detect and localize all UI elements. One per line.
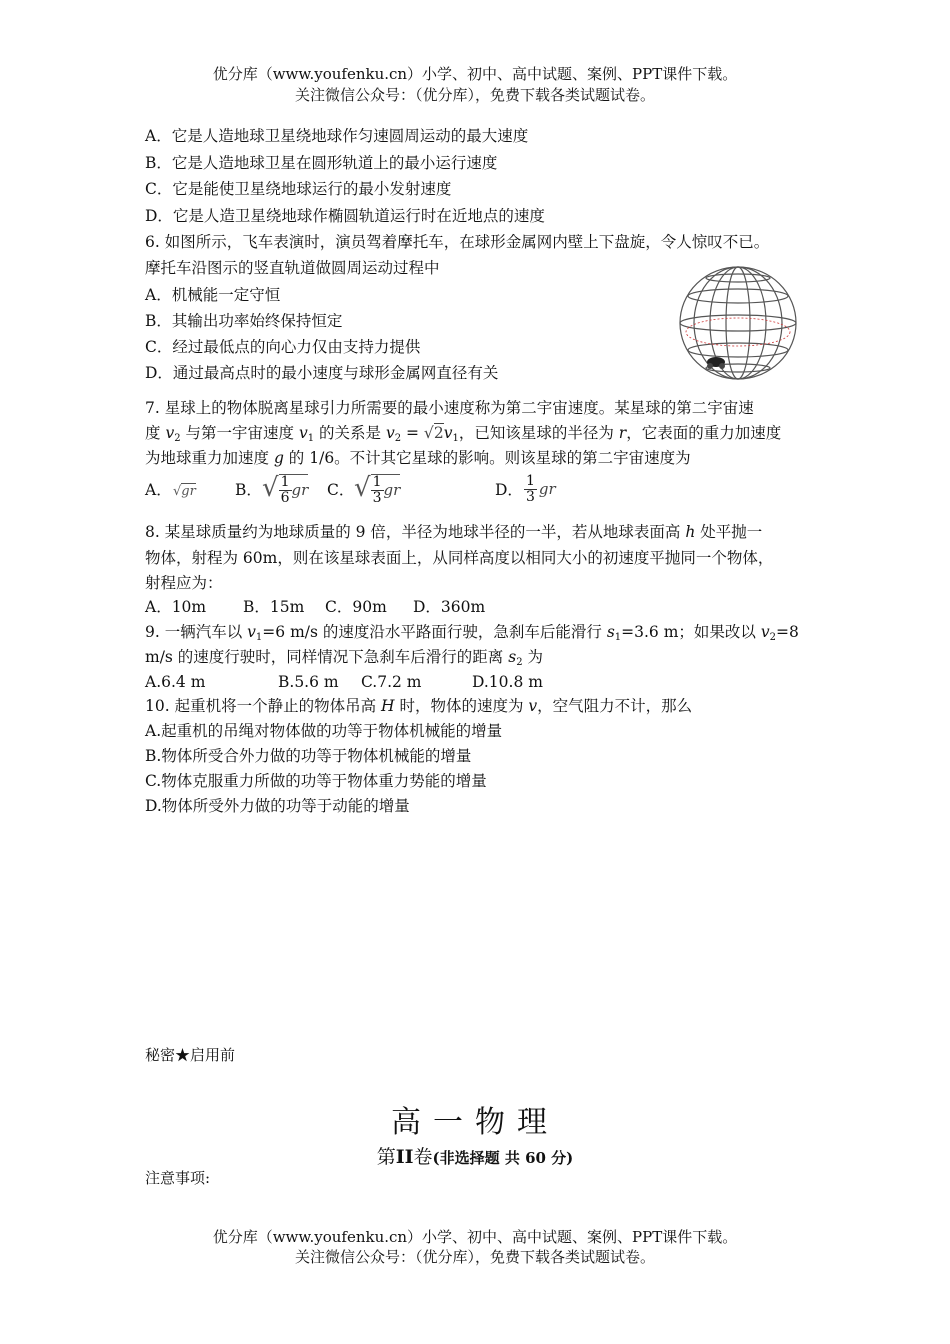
q7-option-c-expr: √ $\frac{1}{3}$ gr — [354, 473, 401, 506]
q9-option-b: B.5.6 m — [278, 673, 339, 691]
exam-title: 高一物理 — [391, 1105, 559, 1140]
q10-option-a: A.起重机的吊绳对物体做的功等于物体机械能的增量 — [145, 722, 503, 740]
q8-option-d: D．360m — [413, 598, 486, 616]
q9-option-c: C.7.2 m — [361, 673, 422, 691]
q8-option-b: B．15m — [243, 598, 305, 616]
q10-option-b: B.物体所受合外力做的功等于物体机械能的增量 — [145, 747, 472, 765]
sqrt-sign: √2 — [423, 424, 444, 442]
motorcycle-icon — [707, 357, 725, 369]
header-line-2: 关注微信公众号：（优分库），免费下载各类试题试卷。 — [294, 86, 655, 104]
q7-option-b-expr: √ $\frac{1}{6}$ gr — [262, 473, 309, 506]
q6-option-a: A．机械能一定守恒 — [145, 286, 281, 304]
q9-option-a: A.6.4 m — [145, 673, 206, 691]
q9-stem-2: m/s 的速度行驶时，同样情况下急刹车后滑行的距离 $s_2$ 为 — [145, 648, 544, 668]
q10-option-c: C.物体克服重力所做的功等于物体重力势能的增量 — [145, 772, 487, 790]
q7-option-a-label: A． — [145, 481, 172, 499]
q7-option-d-expr: $\frac{1}{3}$ gr — [526, 473, 556, 505]
q10-option-d: D.物体所受外力做的功等于动能的增量 — [145, 797, 410, 815]
q5-option-d: D．它是人造卫星绕地球作椭圆轨道运行时在近地点的速度 — [145, 207, 545, 225]
q7-option-b-label: B． — [235, 481, 262, 499]
q7-option-c-label: C． — [327, 481, 355, 499]
header-line-1: 优分库（www.youfenku.cn）小学、初中、高中试题、案例、PPT课件下载。 — [212, 65, 738, 83]
wire-sphere-figure — [674, 262, 802, 384]
q5-option-b: B．它是人造地球卫星在圆形轨道上的最小运行速度 — [145, 154, 498, 172]
notice-label: 注意事项: — [145, 1169, 211, 1187]
q6-stem-2: 摩托车沿图示的竖直轨道做圆周运动过程中 — [145, 259, 440, 277]
q8-stem-3: 射程应为： — [145, 574, 223, 592]
q9-stem-1: 9. 一辆汽车以 $v_1=6$ m/s 的速度沿水平路面行驶，急刹车后能滑行 $s_1=3.6$ m；如果改以 $v_2=8$ — [145, 623, 799, 643]
footer-line-1: 优分库（www.youfenku.cn）小学、初中、高中试题、案例、PPT课件下载。 — [212, 1228, 738, 1246]
q5-option-a: A．它是人造地球卫星绕地球作匀速圆周运动的最大速度 — [145, 127, 529, 145]
q6-option-b: B．其输出功率始终保持恒定 — [145, 312, 343, 330]
section-heading: 第II卷(非选择题 共 60 分) — [376, 1146, 574, 1168]
q8-stem-1: 8. 某星球质量约为地球质量的 9 倍，半径为地球半径的一半，若从地球表面高 h 处平抛一 — [145, 523, 763, 541]
q6-option-d: D．通过最高点时的最小速度与球形金属网直径有关 — [145, 364, 499, 382]
q8-option-c: C．90m — [325, 598, 387, 616]
q5-option-c: C．它是能使卫星绕地球运行的最小发射速度 — [145, 180, 452, 198]
q7-option-a-expr: √gr — [173, 484, 196, 499]
footer-line-2: 关注微信公众号：（优分库），免费下载各类试题试卷。 — [294, 1248, 655, 1266]
q7-stem-3: 为地球重力加速度 g 的 1/6。不计其它星球的影响。则该星球的第二宇宙速度为 — [145, 449, 691, 467]
secret-label: 秘密★启用前 — [145, 1046, 236, 1064]
q7-option-d-label: D． — [495, 481, 523, 499]
q7-stem-2: 度 $v_2$ 与第一宇宙速度 $v_1$ 的关系是 $v_2 = √2v_1$，已知该星球的半径为 r，它表面的重力加速度 — [145, 424, 782, 444]
q10-stem: 10. 起重机将一个静止的物体吊高 H 时，物体的速度为 v，空气阻力不计，那么 — [145, 697, 693, 715]
q7-stem-1: 7. 星球上的物体脱离星球引力所需要的最小速度称为第二宇宙速度。某星球的第二宇宙速 — [145, 399, 754, 417]
q8-stem-2: 物体，射程为 60m，则在该星球表面上，从同样高度以相同大小的初速度平抛同一个物体， — [145, 549, 774, 567]
q6-stem-1: 6. 如图所示，飞车表演时，演员驾着摩托车，在球形金属网内壁上下盘旋，令人惊叹不已。 — [145, 233, 770, 251]
q9-option-d: D.10.8 m — [472, 673, 543, 691]
q6-option-c: C．经过最低点的向心力仅由支持力提供 — [145, 338, 421, 356]
q8-option-a: A．10m — [145, 598, 207, 616]
